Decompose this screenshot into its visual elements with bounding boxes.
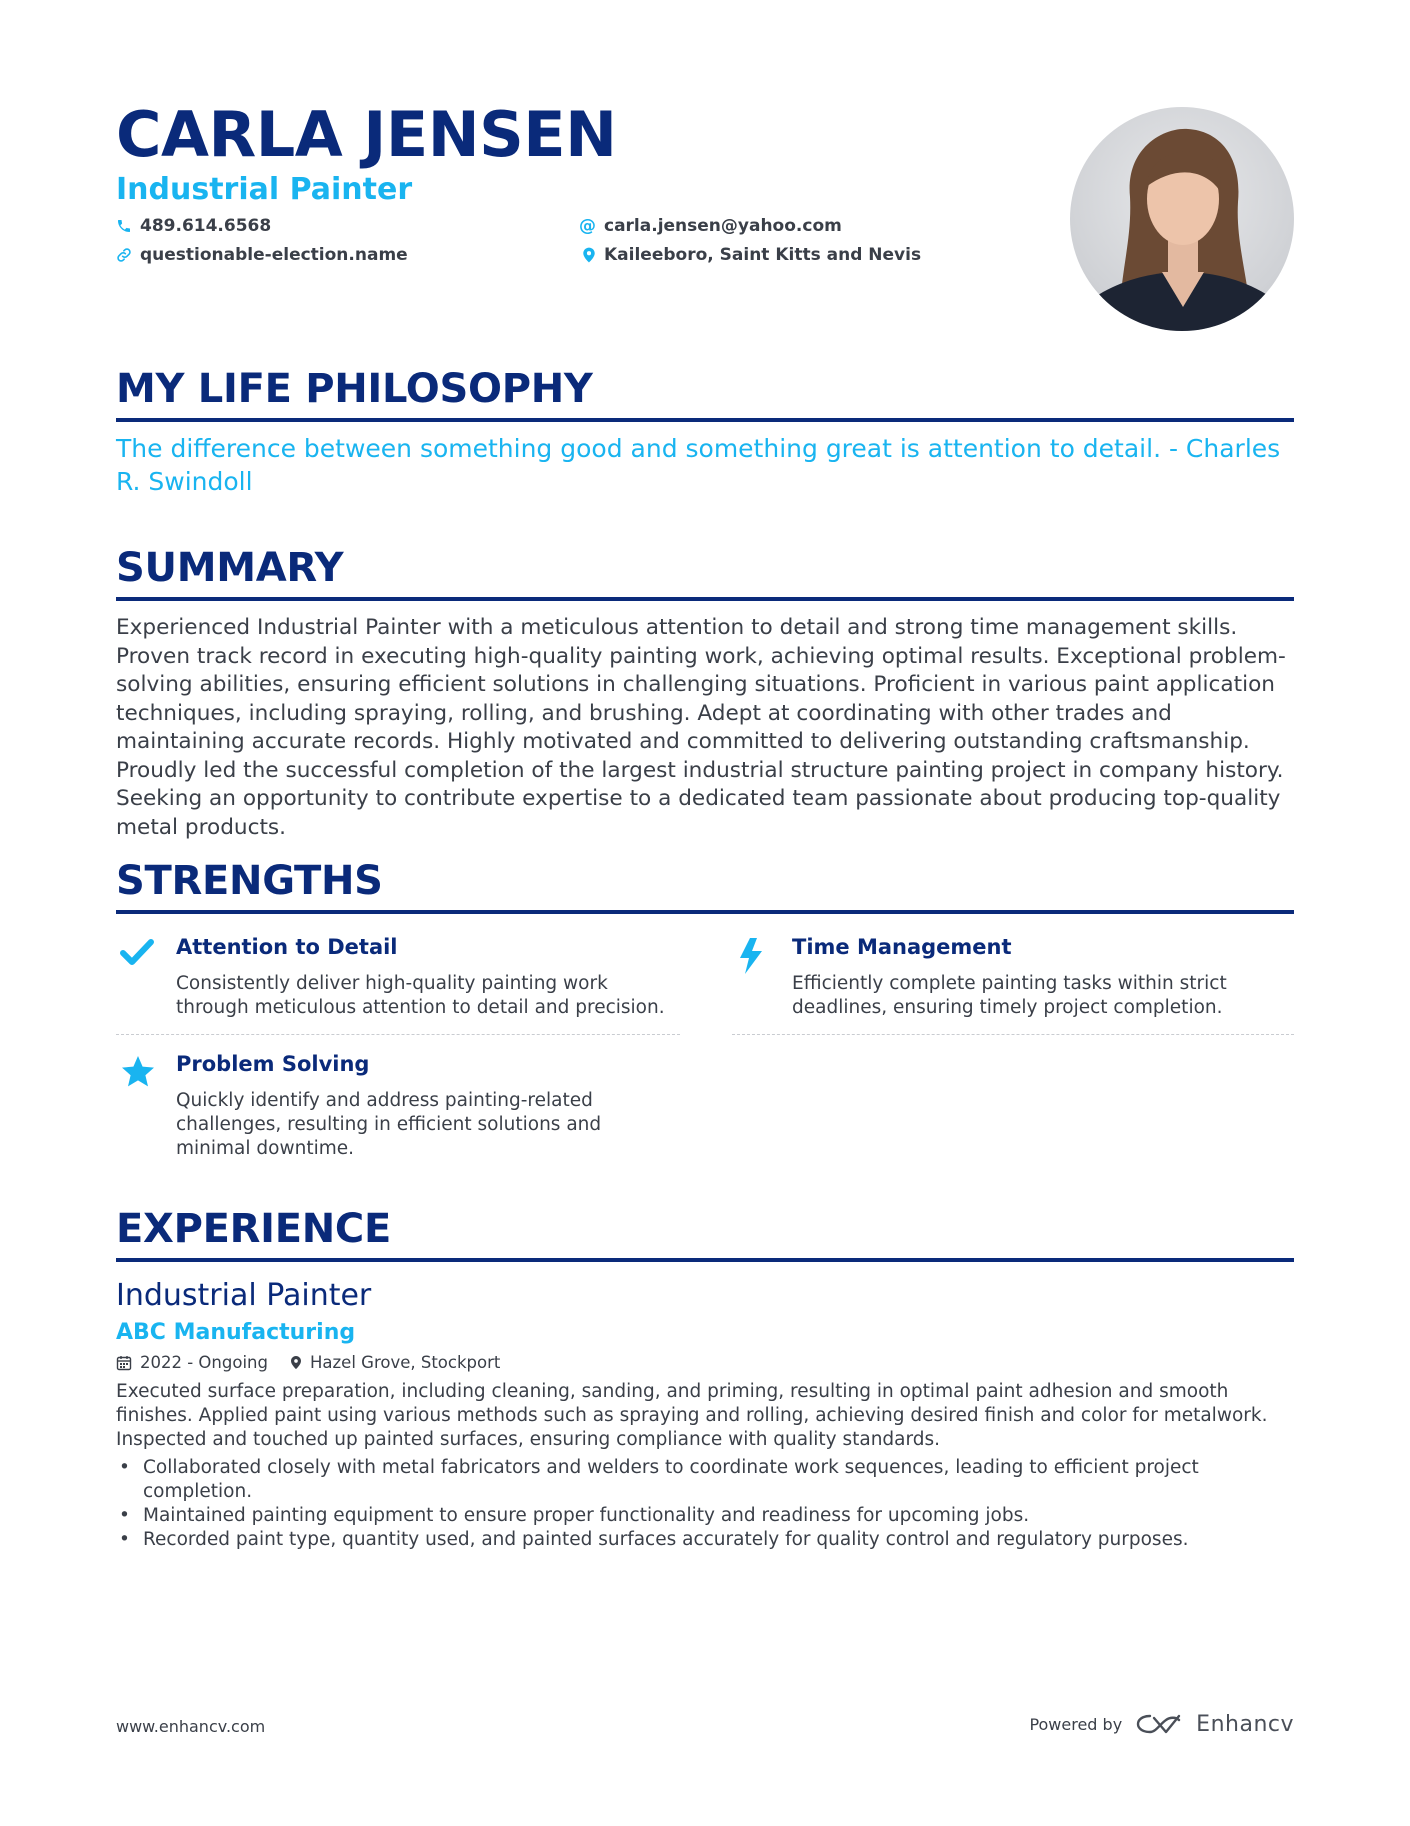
footer-website[interactable]: www.enhancv.com [116,1717,266,1736]
brand-name: Enhancv [1196,1711,1294,1737]
strength-title: Problem Solving [176,1052,370,1076]
candidate-name: CARLA JENSEN [116,98,617,171]
strength-divider [116,1034,680,1035]
location-text: Kaileeboro, Saint Kitts and Nevis [604,245,922,265]
experience-heading: EXPERIENCE [116,1206,1294,1262]
job-location [290,1353,500,1372]
email-contact [579,216,842,236]
powered-by-label: Powered by [1029,1714,1123,1734]
strengths-heading: STRENGTHS [116,858,1294,914]
job-bullet-list [116,1456,1294,1552]
list-item: • Collaborated closely with metal fabricators and welders to coordinate work sequences, leading to efficient project completion. [116,1456,1294,1504]
summary-heading: SUMMARY [116,545,1294,601]
job-location-text: Hazel Grove, Stockport [310,1353,501,1372]
website-link[interactable]: questionable-election.name [140,245,408,265]
strength-title: Attention to Detail [176,935,398,959]
company-name: ABC Manufacturing [116,1320,356,1345]
job-dates [116,1353,268,1372]
resume-page [116,0,1294,1826]
job-date-range: 2022 - Ongoing [140,1353,268,1372]
strength-divider [732,1034,1294,1035]
list-item: • Maintained painting equipment to ensure proper functionality and readiness for upcoming jobs. [116,1504,1294,1528]
link-icon [116,247,132,263]
map-pin-icon [290,1355,302,1370]
calendar-icon [116,1355,132,1371]
job-title: Industrial Painter [116,1278,372,1313]
strength-title: Time Management [792,935,1012,959]
map-pin-icon [582,247,596,263]
philosophy-heading: MY LIFE PHILOSOPHY [116,366,1294,422]
phone-contact [116,216,271,236]
email-address[interactable]: carla.jensen@yahoo.com [604,216,842,236]
location-contact [582,245,921,265]
checkmark-icon [120,937,154,967]
at-icon: @ [579,216,596,236]
enhancv-logo-icon [1136,1712,1182,1736]
philosophy-quote: The difference between something good and something great is attention to detail. - Charles R. Swindoll [116,434,1281,496]
candidate-role: Industrial Painter [116,172,413,207]
strength-description: Efficiently complete painting tasks within strict deadlines, ensuring timely project completion. [792,973,1227,1018]
strength-description: Quickly identify and address painting-related challenges, resulting in efficient solutions and minimal downtime. [176,1090,602,1159]
phone-icon [116,218,132,234]
lightning-icon [736,937,766,975]
list-item: • Recorded paint type, quantity used, and painted surfaces accurately for quality control and regulatory purposes. [116,1528,1294,1552]
summary-text: Experienced Industrial Painter with a meticulous attention to detail and strong time management skills. Proven track record in executing high-quality painting work, achieving optimal results. Exceptional problem-solving abilities, ensuring efficient solutions in challenging situations. Proficient in various paint application techniques, including spraying, rolling, and brushing. Adept at coordinating with other trades and maintaining accurate records. Highly motivated and committed to delivering outstanding craftsmanship. Proudly led the successful completion of the largest industrial structure painting project in company history. Seeking an opportunity to contribute expertise to a dedicated team passionate about producing top-quality metal products. [116,615,1286,840]
profile-photo [1070,107,1294,331]
phone-number: 489.614.6568 [140,216,272,236]
star-icon [120,1054,156,1090]
job-description: Executed surface preparation, including cleaning, sanding, and priming, resulting in optimal paint adhesion and smooth finishes. Applied paint using various methods such as spraying and rolling, achieving desired finish and color for metalwork. Inspected and touched up painted surfaces, ensuring compliance with quality standards. [116,1381,1268,1450]
footer-branding [1011,1707,1294,1741]
strength-description: Consistently deliver high-quality painting work through meticulous attention to detail and precision. [176,973,665,1018]
website-contact [116,245,408,265]
